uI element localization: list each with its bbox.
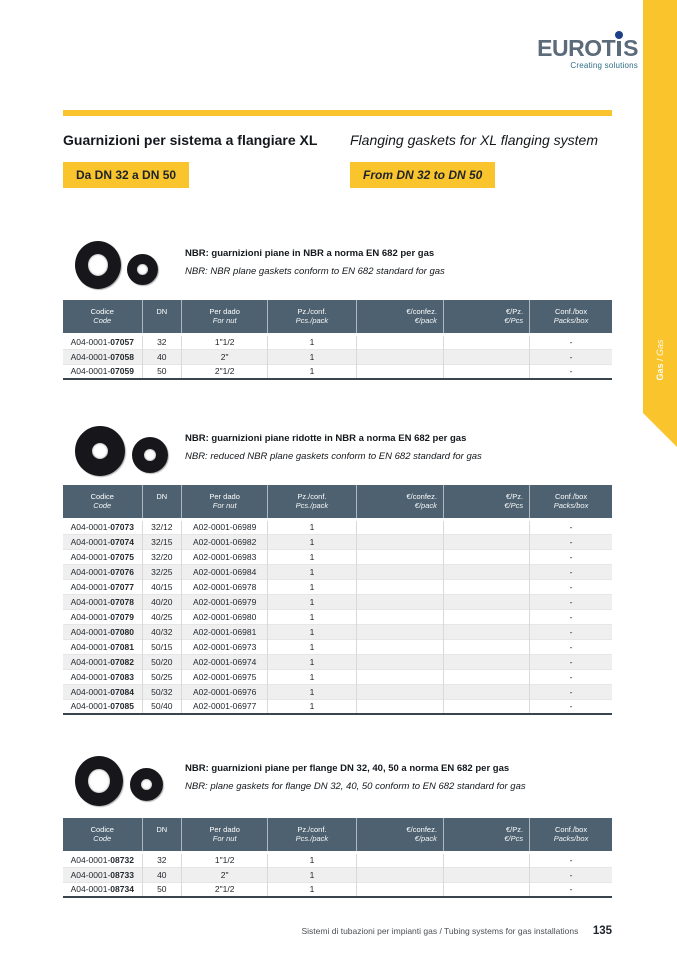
column-header-eur-pack: €/confez. €/pack — [356, 300, 443, 334]
cell-code: A04-0001-07073 — [63, 519, 142, 534]
cell-eur-pcs — [443, 639, 529, 654]
cell-nut: 2"1/2 — [182, 882, 268, 897]
cell-eur-pack — [356, 867, 443, 882]
footer-caption: Sistemi di tubazioni per impianti gas / Tubing systems for gas installations — [301, 925, 579, 936]
cell-eur-pcs — [443, 579, 529, 594]
cell-pcs: 1 — [268, 882, 356, 897]
side-tab-tail — [643, 413, 677, 447]
table-header-row — [63, 485, 612, 519]
column-header-pcs: Pz./conf. Pcs./pack — [268, 485, 356, 519]
cell-dn: 32/12 — [142, 519, 182, 534]
cell-box: - — [530, 549, 612, 564]
product-table-3 — [63, 818, 612, 898]
brand-wordmark — [537, 36, 638, 60]
cell-eur-pack — [356, 519, 443, 534]
cell-eur-pcs — [443, 624, 529, 639]
cell-box: - — [530, 624, 612, 639]
dn-range-badge-en: From DN 32 to DN 50 — [350, 162, 495, 188]
cell-nut: A02-0001-06981 — [182, 624, 268, 639]
cell-pcs: 1 — [268, 654, 356, 669]
column-header-nut: Per dado For nut — [182, 300, 268, 334]
cell-pcs: 1 — [268, 594, 356, 609]
column-header-eur-pcs: €/Pz. €/Pcs — [443, 818, 529, 852]
cell-dn: 32/15 — [142, 534, 182, 549]
cell-box: - — [530, 699, 612, 714]
cell-nut: 2"1/2 — [182, 364, 268, 379]
table-row — [63, 699, 612, 714]
brand-logo — [537, 36, 638, 70]
cell-nut: 1"1/2 — [182, 852, 268, 867]
cell-code: A04-0001-08732 — [63, 852, 142, 867]
dn-range-badges — [63, 162, 612, 188]
cell-eur-pcs — [443, 669, 529, 684]
product-section-2 — [63, 424, 612, 484]
cell-dn: 50 — [142, 364, 182, 379]
cell-eur-pack — [356, 534, 443, 549]
cell-pcs: 1 — [268, 699, 356, 714]
cell-dn: 32/25 — [142, 564, 182, 579]
cell-eur-pcs — [443, 519, 529, 534]
product-section-1 — [63, 239, 612, 299]
table-row — [63, 882, 612, 897]
cell-code: A04-0001-07074 — [63, 534, 142, 549]
column-header-dn: DN — [142, 485, 182, 519]
logo-i-dot-icon — [615, 31, 623, 39]
cell-code: A04-0001-07077 — [63, 579, 142, 594]
cell-eur-pcs — [443, 609, 529, 624]
cell-box: - — [569, 337, 573, 347]
cell-pcs: 1 — [268, 564, 356, 579]
cell-dn: 40/32 — [142, 624, 182, 639]
cell-eur-pack — [356, 882, 443, 897]
gasket-photos — [75, 754, 187, 812]
product-description-it: NBR: guarnizioni piane ridotte in NBR a norma EN 682 per gas — [185, 433, 467, 444]
cell-nut: A02-0001-06977 — [182, 699, 268, 714]
cell-dn: 32 — [142, 334, 182, 349]
cell-eur-pack — [356, 852, 443, 867]
column-header-eur-pcs: €/Pz. €/Pcs — [443, 485, 529, 519]
cell-pcs: 1 — [268, 334, 356, 349]
gasket-photos — [75, 239, 187, 297]
cell-pcs: 1 — [268, 579, 356, 594]
cell-eur-pcs — [443, 867, 529, 882]
cell-pcs: 1 — [268, 639, 356, 654]
table-row — [63, 609, 612, 624]
cell-pcs: 1 — [268, 852, 356, 867]
table-row — [63, 639, 612, 654]
column-header-box: Conf./box Packs/box — [530, 300, 612, 334]
gasket-photo-small — [127, 254, 158, 285]
cell-dn: 32/20 — [142, 549, 182, 564]
table-row — [63, 654, 612, 669]
cell-pcs: 1 — [268, 349, 356, 364]
cell-eur-pack — [356, 699, 443, 714]
table-row — [63, 579, 612, 594]
cell-nut: A02-0001-06982 — [182, 534, 268, 549]
cell-code: A04-0001-07084 — [63, 684, 142, 699]
table-row — [63, 624, 612, 639]
cell-eur-pack — [356, 579, 443, 594]
cell-eur-pcs — [443, 334, 529, 349]
product-description — [185, 248, 445, 277]
gasket-photo-large — [75, 241, 121, 289]
table-row — [63, 867, 612, 882]
cell-code: A04-0001-07085 — [63, 699, 142, 714]
column-header-dn: DN — [142, 300, 182, 334]
cell-eur-pack — [356, 549, 443, 564]
page-title-en: Flanging gaskets for XL flanging system — [350, 132, 598, 148]
product-description-en: NBR: NBR plane gaskets conform to EN 682 standard for gas — [185, 266, 445, 277]
cell-eur-pcs — [443, 882, 529, 897]
table-row — [63, 669, 612, 684]
column-header-dn: DN — [142, 818, 182, 852]
cell-eur-pcs — [443, 549, 529, 564]
cell-pcs: 1 — [268, 867, 356, 882]
cell-nut: A02-0001-06973 — [182, 639, 268, 654]
cell-box: - — [530, 364, 612, 379]
side-tab-label-it: Gas — [655, 363, 665, 381]
cell-box: - — [530, 669, 612, 684]
cell-dn: 50/40 — [142, 699, 182, 714]
table-row — [63, 534, 612, 549]
cell-code: A04-0001-07083 — [63, 669, 142, 684]
page-title-it: Guarnizioni per sistema a flangiare XL — [63, 132, 318, 148]
cell-code: A04-0001-08733 — [63, 867, 142, 882]
table-row — [63, 519, 612, 534]
side-tab-separator: / — [655, 355, 665, 364]
column-header-box: Conf./box Packs/box — [530, 818, 612, 852]
cell-nut: A02-0001-06974 — [182, 654, 268, 669]
cell-eur-pack — [356, 364, 443, 379]
cell-dn: 40/25 — [142, 609, 182, 624]
product-description — [185, 763, 526, 792]
cell-dn: 40 — [142, 867, 182, 882]
cell-pcs: 1 — [268, 669, 356, 684]
cell-eur-pack — [356, 624, 443, 639]
cell-eur-pcs — [443, 564, 529, 579]
cell-eur-pack — [356, 334, 443, 349]
logo-text-left: EUROT — [537, 35, 616, 61]
table-row — [63, 852, 612, 867]
logo-text-right: S — [623, 35, 638, 61]
gasket-photo-small — [130, 768, 163, 801]
page-number: 135 — [592, 924, 612, 937]
table-body — [63, 519, 612, 714]
table-row — [63, 334, 612, 349]
product-table-2 — [63, 485, 612, 715]
column-header-nut: Per dado For nut — [182, 818, 268, 852]
table-row — [63, 594, 612, 609]
cell-nut: A02-0001-06978 — [182, 579, 268, 594]
cell-eur-pcs — [443, 654, 529, 669]
cell-code: A04-0001-07082 — [63, 654, 142, 669]
column-header-nut: Per dado For nut — [182, 485, 268, 519]
cell-eur-pack — [356, 654, 443, 669]
cell-eur-pcs — [443, 349, 529, 364]
cell-nut: A02-0001-06979 — [182, 594, 268, 609]
cell-eur-pcs — [443, 594, 529, 609]
cell-dn: 50/32 — [142, 684, 182, 699]
cell-nut: A02-0001-06975 — [182, 669, 268, 684]
cell-nut: A02-0001-06984 — [182, 564, 268, 579]
cell-dn: 40 — [142, 349, 182, 364]
table-row — [63, 684, 612, 699]
cell-pcs: 1 — [268, 609, 356, 624]
cell-dn: 50 — [142, 882, 182, 897]
cell-code: A04-0001-07078 — [63, 594, 142, 609]
column-header-pcs: Pz./conf. Pcs./pack — [268, 818, 356, 852]
side-tab-label — [655, 339, 665, 380]
table-row — [63, 364, 612, 379]
cell-box: - — [530, 609, 612, 624]
cell-eur-pack — [356, 669, 443, 684]
cell-pcs: 1 — [268, 364, 356, 379]
column-header-eur-pcs: €/Pz. €/Pcs — [443, 300, 529, 334]
cell-box: - — [569, 855, 573, 865]
cell-box: - — [569, 522, 573, 532]
cell-pcs: 1 — [268, 534, 356, 549]
product-description-en: NBR: plane gaskets for flange DN 32, 40, 50 conform to EN 682 standard for gas — [185, 781, 526, 792]
cell-eur-pack — [356, 564, 443, 579]
cell-box: - — [530, 534, 612, 549]
cell-box: - — [530, 594, 612, 609]
product-description-it: NBR: guarnizioni piane per flange DN 32, 40, 50 a norma EN 682 per gas — [185, 763, 510, 774]
cell-eur-pcs — [443, 852, 529, 867]
cell-eur-pack — [356, 594, 443, 609]
cell-nut: A02-0001-06980 — [182, 609, 268, 624]
cell-code: A04-0001-07080 — [63, 624, 142, 639]
cell-pcs: 1 — [268, 549, 356, 564]
cell-eur-pack — [356, 609, 443, 624]
cell-nut: A02-0001-06989 — [182, 519, 268, 534]
product-description-it: NBR: guarnizioni piane in NBR a norma EN 682 per gas — [185, 248, 435, 259]
product-description — [185, 433, 482, 462]
product-description-en: NBR: reduced NBR plane gaskets conform to EN 682 standard for gas — [185, 451, 482, 462]
column-header-eur-pack: €/confez. €/pack — [356, 818, 443, 852]
table-body — [63, 852, 612, 897]
table-row — [63, 564, 612, 579]
cell-box: - — [530, 639, 612, 654]
cell-eur-pack — [356, 349, 443, 364]
cell-eur-pack — [356, 684, 443, 699]
cell-box: - — [530, 684, 612, 699]
gasket-photos — [75, 424, 187, 482]
table-header-row — [63, 818, 612, 852]
cell-dn: 50/25 — [142, 669, 182, 684]
page-title-row — [63, 132, 612, 152]
cell-dn: 32 — [142, 852, 182, 867]
table-row — [63, 549, 612, 564]
gasket-photo-large — [75, 756, 123, 806]
side-tab-label-en: Gas — [655, 339, 665, 356]
accent-rule — [63, 110, 612, 116]
cell-code: A04-0001-07079 — [63, 609, 142, 624]
column-header-pcs: Pz./conf. Pcs./pack — [268, 300, 356, 334]
gasket-photo-large — [75, 426, 125, 476]
brand-tagline: Creating solutions — [570, 61, 638, 70]
cell-code: A04-0001-07076 — [63, 564, 142, 579]
table-row — [63, 349, 612, 364]
product-section-3 — [63, 754, 612, 814]
cell-nut: 2" — [182, 867, 268, 882]
cell-eur-pack — [356, 639, 443, 654]
cell-dn: 40/20 — [142, 594, 182, 609]
cell-box: - — [530, 882, 612, 897]
cell-nut: 1"1/2 — [182, 334, 268, 349]
cell-pcs: 1 — [268, 684, 356, 699]
cell-nut: A02-0001-06983 — [182, 549, 268, 564]
cell-code: A04-0001-07057 — [63, 334, 142, 349]
section-side-tab — [643, 0, 677, 447]
column-header-eur-pack: €/confez. €/pack — [356, 485, 443, 519]
cell-code: A04-0001-07058 — [63, 349, 142, 364]
cell-box: - — [530, 349, 612, 364]
cell-eur-pcs — [443, 684, 529, 699]
cell-pcs: 1 — [268, 624, 356, 639]
cell-box: - — [530, 867, 612, 882]
cell-nut: A02-0001-06976 — [182, 684, 268, 699]
cell-dn: 50/15 — [142, 639, 182, 654]
product-table-1 — [63, 300, 612, 380]
cell-pcs: 1 — [268, 519, 356, 534]
cell-code: A04-0001-07075 — [63, 549, 142, 564]
cell-box: - — [530, 654, 612, 669]
cell-code: A04-0001-07081 — [63, 639, 142, 654]
cell-eur-pcs — [443, 364, 529, 379]
cell-dn: 40/15 — [142, 579, 182, 594]
cell-dn: 50/20 — [142, 654, 182, 669]
cell-box: - — [530, 564, 612, 579]
dn-range-badge-it: Da DN 32 a DN 50 — [63, 162, 189, 188]
column-header-code: Codice Code — [63, 300, 142, 334]
gasket-photo-small — [132, 437, 168, 473]
column-header-box: Conf./box Packs/box — [530, 485, 612, 519]
cell-eur-pcs — [443, 534, 529, 549]
column-header-code: Codice Code — [63, 485, 142, 519]
column-header-code: Codice Code — [63, 818, 142, 852]
logo-letter-i — [617, 41, 621, 56]
cell-nut: 2" — [182, 349, 268, 364]
cell-eur-pcs — [443, 699, 529, 714]
cell-code: A04-0001-08734 — [63, 882, 142, 897]
page-footer — [63, 922, 612, 940]
cell-box: - — [530, 579, 612, 594]
table-header-row — [63, 300, 612, 334]
cell-code: A04-0001-07059 — [63, 364, 142, 379]
table-body — [63, 334, 612, 379]
